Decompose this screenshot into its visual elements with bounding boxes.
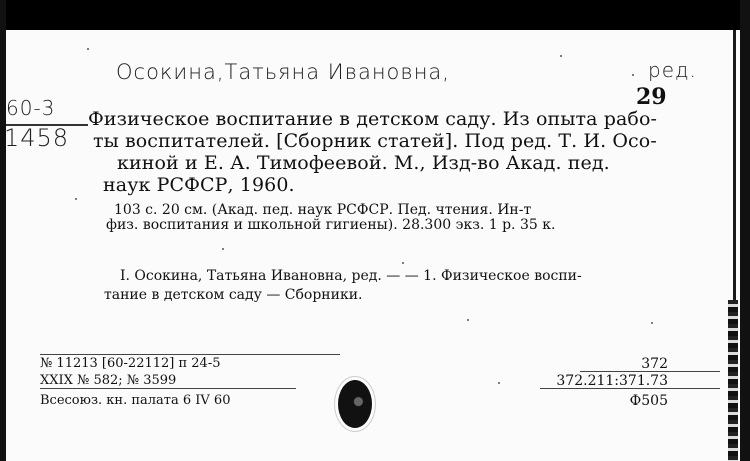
- paper-speck: [75, 198, 77, 200]
- classification-subcode: 372.211:371.73: [556, 373, 668, 389]
- card-torn-edge: [728, 300, 738, 461]
- scan-border-right: [740, 0, 750, 461]
- punch-hole: [338, 380, 372, 428]
- tracing-line: I. Осокина, Татьяна Ивановна, ред. — — 1. Физическое воспи-: [120, 268, 582, 284]
- title-line: Физическое воспитание в детском саду. Из опыта рабо-: [88, 108, 658, 130]
- card-number: 29: [636, 84, 667, 110]
- footer-rule: [40, 354, 340, 355]
- paper-speck: [560, 55, 562, 57]
- title-line: ты воспитателей. [Сборник статей]. Под ред. Т. И. Осо-: [93, 130, 657, 152]
- paper-speck: [467, 319, 469, 321]
- collation-line: физ. воспитания и школьной гигиены). 28.300 экз. 1 р. 35 к.: [106, 217, 556, 233]
- tracing-line: тание в детском саду — Сборники.: [104, 287, 363, 303]
- registration-code: XXIX № 582; № 3599: [40, 373, 177, 388]
- title-line: киной и Е. А. Тимофеевой. М., Изд-во Акад. пед.: [117, 152, 610, 174]
- registration-number: № 11213 [60-22112] п 24-5: [40, 356, 221, 371]
- footer-rule: [40, 388, 296, 389]
- scan-border-top: [0, 0, 750, 30]
- classification-code: 372: [641, 356, 668, 372]
- editor-mark: ред.: [648, 58, 697, 82]
- author-heading: Осокина,Татьяна Ивановна,: [116, 60, 450, 84]
- paper-speck: [402, 262, 404, 264]
- paper-speck: [632, 74, 634, 76]
- paper-speck: [87, 48, 89, 50]
- title-line: наук РСФСР, 1960.: [103, 174, 295, 196]
- scan-border-left: [0, 0, 6, 461]
- call-number: 60-3: [6, 96, 56, 120]
- paper-speck: [498, 382, 500, 384]
- inventory-number: 1458: [4, 124, 70, 152]
- shelf-code: Ф505: [629, 393, 668, 409]
- paper-speck: [651, 322, 653, 324]
- collation-line: 103 с. 20 см. (Акад. пед. наук РСФСР. Пед. чтения. Ин-т: [114, 202, 532, 218]
- paper-speck: [222, 248, 224, 250]
- publisher-imprint: Всесоюз. кн. палата 6 IV 60: [40, 393, 231, 408]
